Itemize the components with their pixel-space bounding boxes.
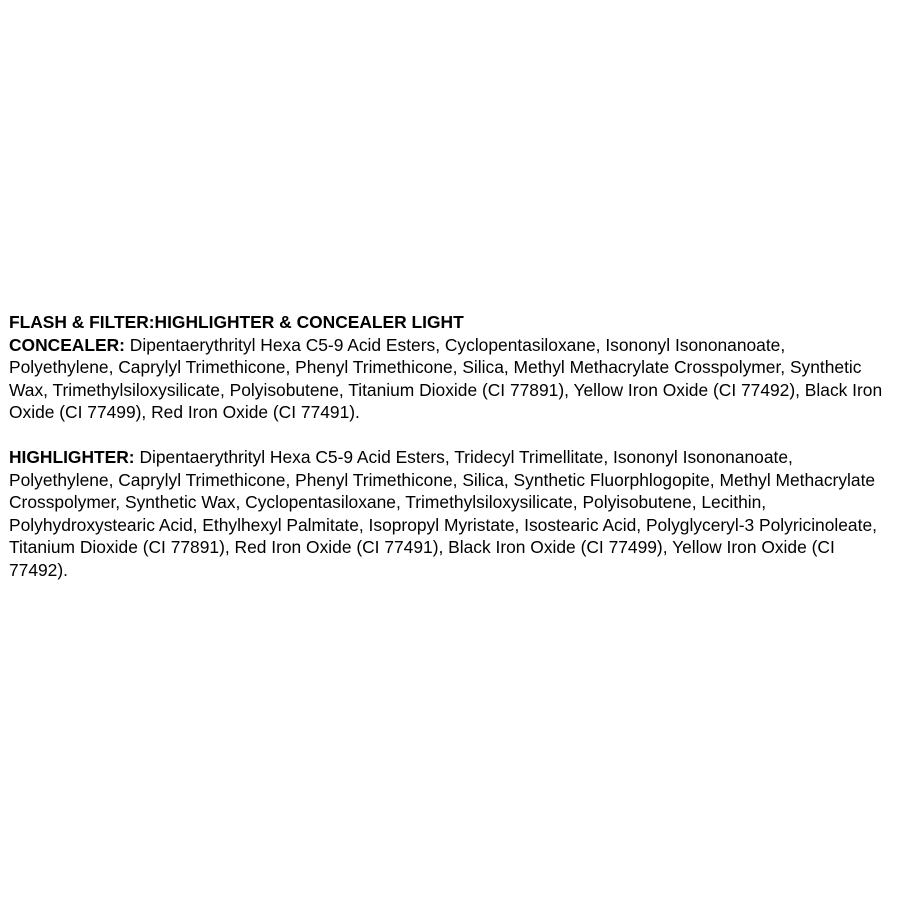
highlighter-ingredient-list: Dipentaerythrityl Hexa C5-9 Acid Esters, Tridecyl Trimellitate, Isononyl Isononanoate, Polyethylene, Caprylyl Trimethicone, Phenyl Trimethicone, Silica, Synthetic Fluorphlogopite, Methyl Methacrylate Crosspolymer, Synthetic Wax, Cyclopentasiloxane, Trimethylsiloxysilicate, Polyisobutene, Lecithin, Polyhydroxystearic Acid, Ethylhexyl Palmitate, Isopropyl Myristate, Isostearic Acid, Polyglyceryl-3 Polyricinoleate, Titanium Dioxide (CI 77891), Red Iron Oxide (CI 77491), Black Iron Oxide (CI 77499), Yellow Iron Oxide (CI 77492). bbox=[9, 447, 877, 580]
concealer-ingredient-list: Dipentaerythrityl Hexa C5-9 Acid Esters, Cyclopentasiloxane, Isononyl Isononanoate, Polyethylene, Caprylyl Trimethicone, Phenyl Trimethicone, Silica, Methyl Methacrylate Crosspolymer, Synthetic Wax, Trimethylsiloxysilicate, Polyisobutene, Titanium Dioxide (CI 77891), Yellow Iron Oxide (CI 77492), Black Iron Oxide (CI 77499), Red Iron Oxide (CI 77491). bbox=[9, 334, 883, 422]
highlighter-label: HIGHLIGHTER: bbox=[9, 447, 135, 467]
highlighter-ingredients bbox=[9, 446, 889, 581]
concealer-label: CONCEALER: bbox=[9, 334, 125, 355]
concealer-ingredients bbox=[9, 334, 889, 424]
document-title: FLASH & FILTER:HIGHLIGHTER & CONCEALER LIGHT bbox=[9, 312, 464, 332]
ingredients-document bbox=[9, 311, 889, 581]
